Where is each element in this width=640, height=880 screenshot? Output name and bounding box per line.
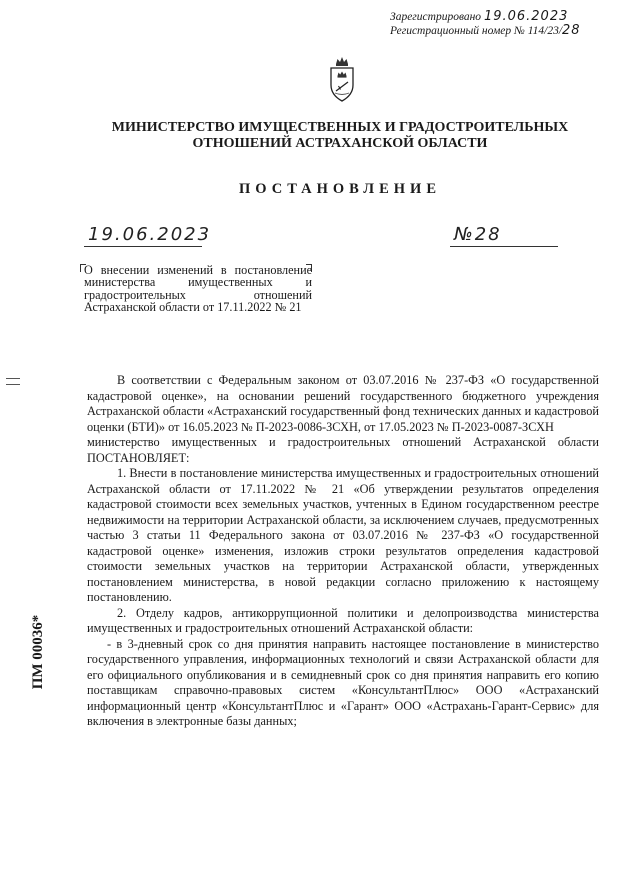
margin-mark xyxy=(6,378,20,385)
registration-number-line xyxy=(390,24,635,38)
document-number: №28 xyxy=(454,224,502,245)
paragraph-item-2-sub: - в 3-дневный срок со дня принятия направить настоящее постановление в министерство государственного управления, информационных технологий и связи Астраханской области для его официального опубликования и в семидневный срок со дня принятия направить его копию поставщикам справочно-правовых систем «КонсультантПлюс» ООО «Астраханский информационный центр «КонсультантПлюс и «Гарант» ООО «Астрахань-Гарант-Сервис» для включения в электронные базы данных; xyxy=(87,636,599,728)
document-body xyxy=(87,373,599,730)
document-subject: О внесении изменений в постановление министерства имущественных и градостроительных отношений Астраханской области от 17.11.2022 № 21 xyxy=(84,263,312,315)
registration-date-line xyxy=(390,10,635,24)
paragraph-resolves: министерство имущественных и градостроительных отношений Астраханской области ПОСТАНОВЛЯЕТ: xyxy=(87,435,599,465)
organization-line-1: МИНИСТЕРСТВО ИМУЩЕСТВЕННЫХ И ГРАДОСТРОИТЕЛЬНЫХ xyxy=(111,120,569,135)
registration-number-suffix: 28 xyxy=(562,23,581,38)
document-number-field xyxy=(450,222,558,247)
paragraph-item-2: 2. Отделу кадров, антикоррупционной политики и делопроизводства министерства имущественных и градостроительных отношений Астраханской области: xyxy=(87,605,599,635)
organization-line-2: ОТНОШЕНИЙ АСТРАХАНСКОЙ ОБЛАСТИ xyxy=(192,136,488,151)
document-date: 19.06.2023 xyxy=(88,224,212,245)
document-date-field xyxy=(84,222,212,247)
paragraph-preamble: В соответствии с Федеральным законом от 03.07.2016 № 237-ФЗ «О государственной кадастровой оценке», на основании решений государственного бюджетного учреждения Астраханской области «Астраханский государственный фонд технических данных и кадастровой оценки (БТИ)» от 16.05.2023 № П-2023-0086-ЗСХН, от 17.05.2023 № П-2023-0087-ЗСХН xyxy=(87,373,599,434)
registration-stamp xyxy=(390,10,635,38)
organization-name xyxy=(60,120,620,152)
side-stamp: ПМ 00036* xyxy=(30,614,46,690)
paragraph-item-1: 1. Внести в постановление министерства имущественных и градостроительных отношений Астраханской области от 17.11.2022 № 21 «Об утверждении результатов определения кадастровой стоимости всех земельных участков, учтенных в Едином государственном реестре недвижимости на территории Астраханской области, за исключением случаев, предусмотренных частью 3 статьи 11 Федерального закона от 03.07.2016 № 237-ФЗ «О государственной кадастровой оценке» изменения, изложив строки результатов определения кадастровой стоимости земельных участков на территории Астраханской области, утвержденных постановлением министерства, в новой редакции согласно приложению к настоящему постановлению. xyxy=(87,466,599,604)
registration-number-label: Регистрационный номер № 114/23/ xyxy=(390,25,563,37)
registered-label: Зарегистрировано xyxy=(390,11,482,23)
document-type: ПОСТАНОВЛЕНИЕ xyxy=(238,181,441,197)
coat-of-arms-icon xyxy=(327,55,357,105)
registered-date: 19.06.2023 xyxy=(483,9,569,24)
